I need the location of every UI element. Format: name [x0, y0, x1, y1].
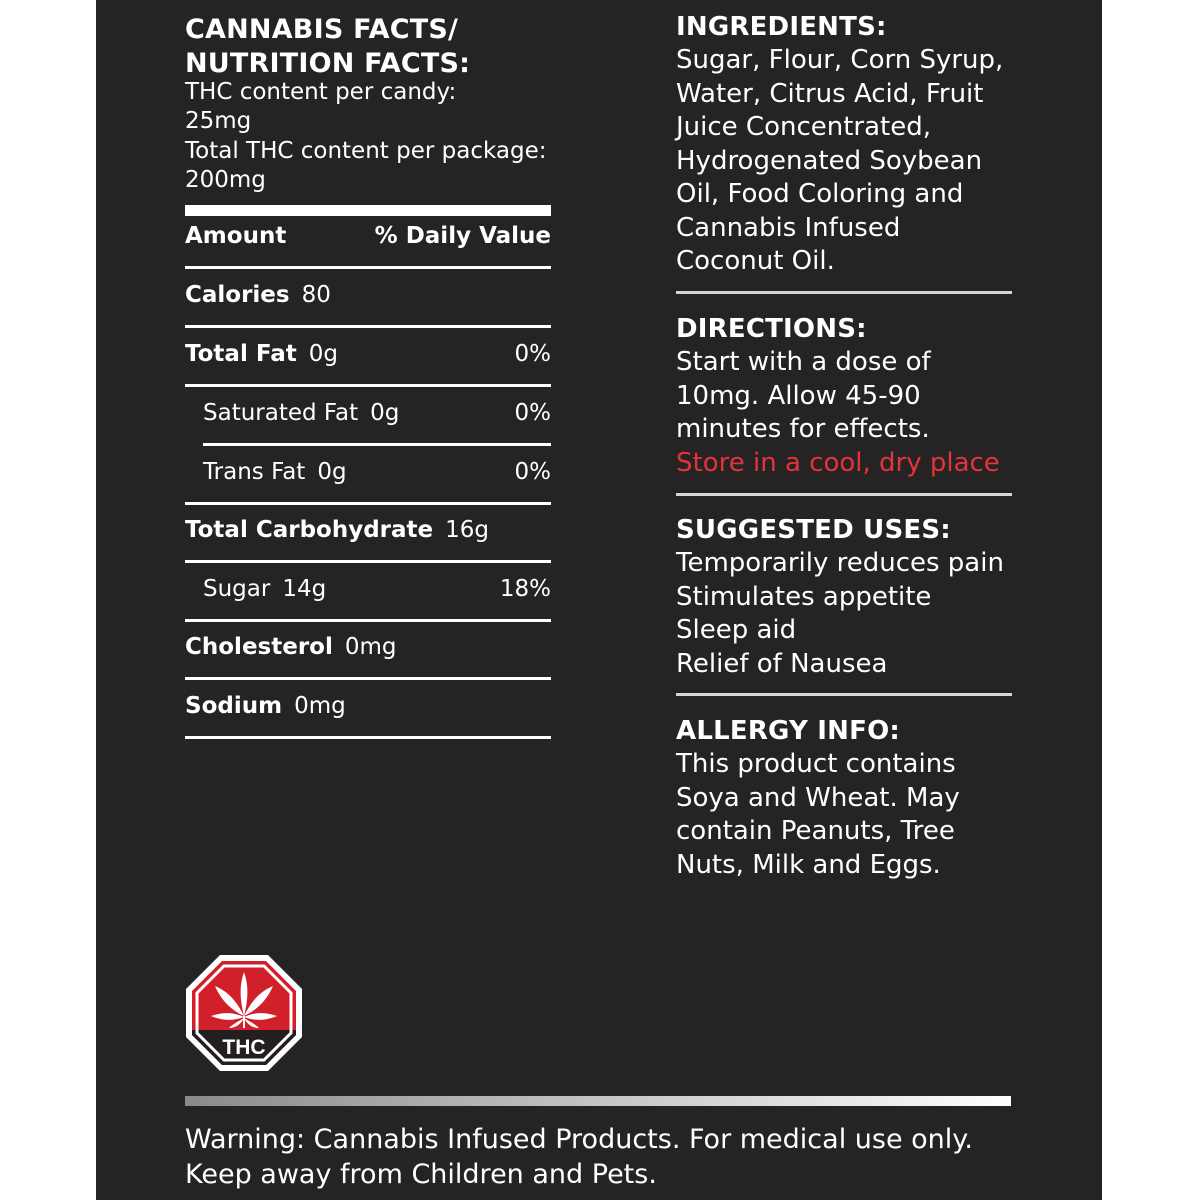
directions-line: minutes for effects. — [676, 414, 930, 444]
suggested-uses-section — [676, 513, 1012, 681]
allergy-line: Soya and Wheat. May — [676, 782, 960, 813]
suggested-use-item: Relief of Nausea — [676, 648, 888, 679]
ingredients-line: Coconut Oil. — [676, 246, 835, 276]
suggested-uses-text — [676, 547, 1012, 681]
thc-per-candy-value: 25mg — [185, 108, 252, 134]
row-divider — [203, 443, 551, 446]
nutrient-amount: 0g — [308, 341, 338, 367]
nutrient-label: Cholesterol — [185, 634, 333, 660]
allergy-line: Nuts, Milk and Eggs. — [676, 849, 941, 880]
nutrition-row-total-carbohydrate — [185, 505, 551, 563]
directions-line: 10mg. Allow 45-90 — [676, 380, 921, 411]
ingredients-line: Juice Concentrated, — [676, 112, 932, 142]
ingredients-line: Sugar, Flour, Corn Syrup, — [676, 45, 1004, 75]
nutrient-daily-value: 0% — [514, 341, 551, 367]
facts-title — [185, 13, 585, 81]
nutrient-amount: 80 — [301, 282, 331, 308]
storage-note: Store in a cool, dry place — [676, 447, 1000, 478]
row-divider — [185, 266, 551, 269]
thc-per-package-label: Total THC content per package: — [185, 138, 547, 164]
row-divider — [185, 325, 551, 328]
ingredients-line: Hydrogenated Soybean — [676, 145, 983, 176]
suggested-uses-title: SUGGESTED USES: — [676, 515, 951, 545]
facts-title-line-1: CANNABIS FACTS/ — [185, 14, 459, 45]
nutrient-amount: 16g — [445, 517, 490, 543]
nutrient-amount: 0mg — [344, 634, 397, 660]
suggested-use-item: Sleep aid — [676, 615, 797, 645]
nutrient-label: Saturated Fat — [203, 400, 359, 426]
facts-title-line-2: NUTRITION FACTS: — [185, 48, 471, 79]
allergy-line: This product contains — [676, 749, 956, 779]
directions-section — [676, 312, 1012, 480]
ingredients-title: INGREDIENTS: — [676, 12, 887, 42]
ingredients-line: Water, Citrus Acid, Fruit — [676, 78, 984, 109]
nutrient-daily-value: 18% — [499, 576, 551, 602]
thc-per-candy-label: THC content per candy: — [185, 79, 457, 105]
allergy-title: ALLERGY INFO: — [676, 716, 900, 746]
nutrition-row-sugar — [185, 564, 551, 622]
directions-line: Start with a dose of — [676, 347, 931, 377]
allergy-section — [676, 714, 1012, 882]
nutrient-daily-value: 0% — [514, 400, 551, 426]
nutrition-header-row — [185, 211, 551, 269]
nutrient-amount: 0g — [317, 459, 347, 485]
allergy-text — [676, 748, 1012, 882]
warning-line-1: Warning: Cannabis Infused Products. For medical use only. — [185, 1124, 973, 1155]
nutrition-row-trans-fat — [185, 447, 551, 505]
nutrient-daily-value: 0% — [514, 459, 551, 485]
section-divider — [676, 291, 1012, 294]
ingredients-line: Cannabis Infused — [676, 212, 901, 243]
thc-warning-symbol — [185, 954, 303, 1072]
row-divider — [185, 384, 551, 387]
directions-text — [676, 346, 1012, 480]
nutrient-label: Sodium — [185, 693, 283, 719]
ingredients-text — [676, 44, 1012, 279]
section-divider — [676, 693, 1012, 696]
nutrition-row-cholesterol — [185, 622, 551, 680]
cannabis-leaf-icon — [185, 954, 303, 1072]
nutrient-label: Total Carbohydrate — [185, 517, 434, 543]
label-panel — [96, 0, 1102, 1200]
warning-text — [185, 1122, 1065, 1192]
thc-per-package-value: 200mg — [185, 167, 266, 193]
nutrient-amount: 0g — [370, 400, 400, 426]
nutrition-row-total-fat — [185, 329, 551, 387]
ingredients-section — [676, 10, 1012, 279]
section-divider — [676, 493, 1012, 496]
nutrition-row-calories — [185, 270, 551, 328]
nutrition-row-sodium — [185, 681, 551, 739]
nutrient-label: Trans Fat — [203, 459, 306, 485]
nutrient-label: Sugar — [203, 576, 271, 602]
row-divider — [185, 560, 551, 563]
nutrient-amount: 0mg — [294, 693, 346, 719]
nutrient-label: Total Fat — [185, 341, 297, 367]
amount-header: Amount — [185, 223, 287, 249]
nutrient-amount: 14g — [282, 576, 327, 602]
directions-title: DIRECTIONS: — [676, 314, 867, 344]
allergy-line: contain Peanuts, Tree — [676, 816, 955, 846]
row-divider — [185, 736, 551, 739]
thc-symbol-label: THC — [222, 1036, 266, 1059]
ingredients-line: Oil, Food Coloring and — [676, 179, 964, 209]
nutrient-label: Calories — [185, 282, 290, 308]
warning-divider — [185, 1096, 1011, 1106]
suggested-use-item: Temporarily reduces pain — [676, 548, 1004, 578]
nutrition-row-saturated-fat — [185, 388, 551, 446]
daily-value-header: % Daily Value — [374, 223, 551, 249]
warning-line-2: Keep away from Children and Pets. — [185, 1159, 657, 1190]
row-divider — [185, 677, 551, 680]
suggested-use-item: Stimulates appetite — [676, 581, 932, 612]
